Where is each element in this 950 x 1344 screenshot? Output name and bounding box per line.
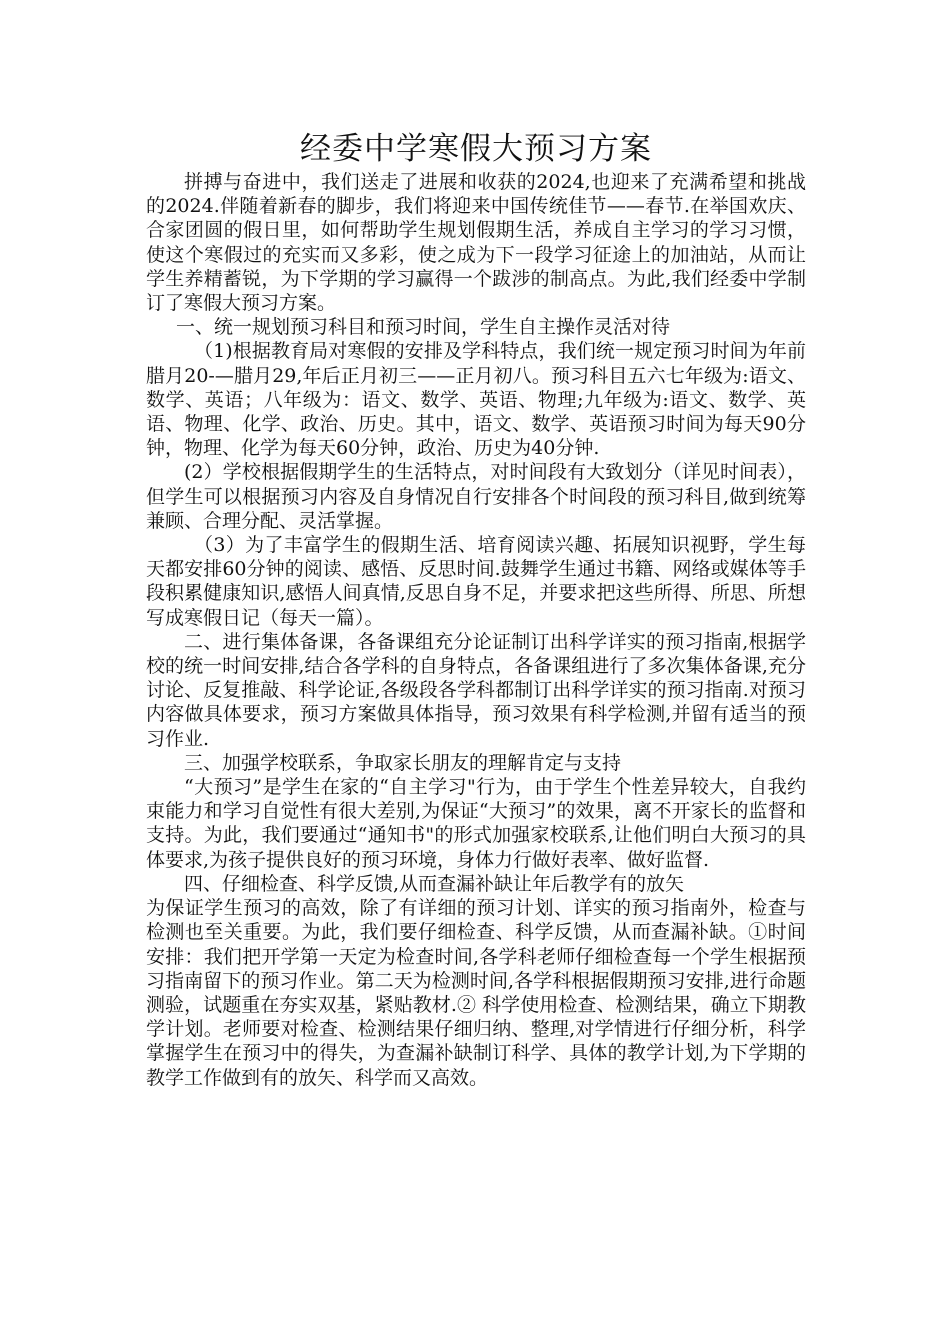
paragraph-item-2: (2）学校根据假期学生的生活特点，对时间段有大致划分（详见时间表），但学生可以根据预习内容及自身情况自行安排各个时间段的预习科目,做到统筹兼顾、合理分配、灵活掌握。 (146, 461, 806, 532)
paragraph-section-3: “大预习”是学生在家的“自主学习"行为，由于学生个性差异较大，自我约束能力和学习自觉性有很大差别,为保证“大预习”的效果，离不开家长的监督和支持。为此，我们要通过“通知书"的形式加强家校联系,让他们明白大预习的具体要求,为孩子提供良好的预习环境，身体力行做好表率、做好监督. (146, 776, 806, 871)
section-heading-3: 三、加强学校联系，争取家长朋友的理解肯定与支持 (184, 751, 622, 774)
paragraph-section-4: 为保证学生预习的高效，除了有详细的预习计划、详实的预习指南外，检查与检测也至关重要。为此，我们要仔细检查、科学反馈，从而查漏补缺。①时间安排：我们把开学第一天定为检查时间,各学科老师仔细检查每一个学生根据预习指南留下的预习作业。第二天为检测时间,各学科根据假期预习安排,进行命题测验，试题重在夯实双基，紧贴教材.② 科学使用检查、检测结果，确立下期教学计划。老师要对检查、检测结果仔细归纳、整理,对学情进行仔细分析，科学掌握学生在预习中的得失，为查漏补缺制订科学、具体的教学计划,为下学期的教学工作做到有的放矢、科学而又高效。 (146, 897, 806, 1089)
section-heading-4: 四、仔细检查、科学反馈,从而查漏补缺让年后教学有的放矢 (184, 872, 685, 895)
document-title: 经委中学寒假大预习方案 (300, 131, 652, 167)
paragraph-intro: 拼搏与奋进中，我们送走了进展和收获的2024,也迎来了充满希望和挑战的2024.伴随着新春的脚步，我们将迎来中国传统佳节——春节.在举国欢庆、合家团圆的假日里，如何帮助学生规划假期生活，养成自主学习的学习习惯，使这个寒假过的充实而又多彩，使之成为下一段学习征途上的加油站，从而让学生养精蓄锐，为下学期的学习赢得一个跋涉的制高点。为此,我们经委中学制订了寒假大预习方案。 (146, 171, 806, 315)
section-heading-1: 一、统一规划预习科目和预习时间，学生自主操作灵活对待 (176, 316, 671, 339)
section-heading-2: 二、进行集体备课，各备课组充分论证制订出科学详实的预习指南,根据学校的统一时间安排,结合各学科的自身特点，各备课组进行了多次集体备课,充分讨论、反复推敲、科学论证,各级段各学科都制订出科学详实的预习指南.对预习内容做具体要求，预习方案做具体指导，预习效果有科学检测,并留有适当的预习作业. (146, 630, 806, 750)
paragraph-item-3: （3）为了丰富学生的假期生活、培育阅读兴趣、拓展知识视野，学生每天都安排60分钟的阅读、感悟、反思时间.鼓舞学生通过书籍、网络或媒体等手段积累健康知识,感悟人间真情,反思自身不足，并要求把这些所得、所思、所想写成寒假日记（每天一篇）。 (146, 534, 806, 629)
paragraph-item-1: （1)根据教育局对寒假的安排及学科特点，我们统一规定预习时间为年前腊月20-—腊月29,年后正月初三——正月初八。预习科目五六七年级为:语文、数学、英语；八年级为：语文、数学、英语、物理;九年级为:语文、数学、英语、物理、化学、政治、历史。其中，语文、数学、英语预习时间为每天90分钟，物理、化学为每天60分钟，政治、历史为40分钟. (146, 340, 806, 460)
document-page (146, 128, 806, 1090)
